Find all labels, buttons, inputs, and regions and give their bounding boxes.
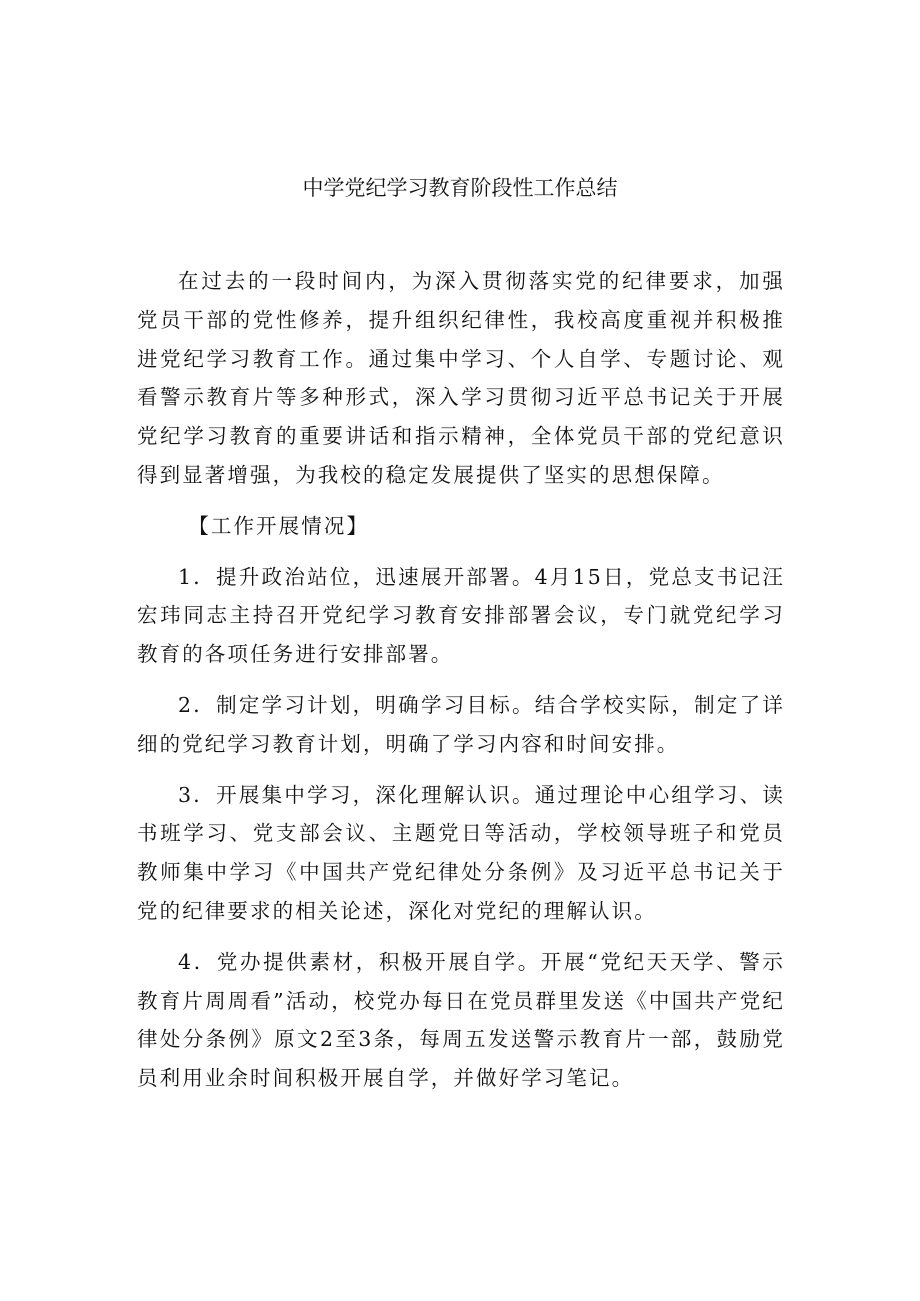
list-item-1: 1．提升政治站位，迅速展开部署。4月15日，党总支书记汪宏玮同志主持召开党纪学习教育安排部署会议，专门就党纪学习教育的各项任务进行安排部署。 [137,564,785,667]
list-item-4: 4．党办提供素材，积极开展自学。开展“党纪天天学、警示教育片周周看”活动，校党办每日在党员群里发送《中国共产党纪律处分条例》原文2至3条，每周五发送警示教育片一部，鼓励党员利用业余时间积极开展自学，并做好学习笔记。 [137,949,785,1091]
document-title: 中学党纪学习教育阶段性工作总结 [302,176,618,200]
list-item-3: 3．开展集中学习，深化理解认识。通过理论中心组学习、读书班学习、党支部会议、主题党日等活动，学校领导班子和党员教师集中学习《中国共产党纪律处分条例》及习近平总书记关于党的纪律要求的相关论述，深化对党纪的理解认识。 [137,782,785,923]
document-body [137,262,785,1110]
section-heading: 【工作开展情况】 [188,513,370,538]
list-item-2: 2．制定学习计划，明确学习目标。结合学校实际，制定了详细的党纪学习教育计划，明确了学习内容和时间安排。 [137,692,785,756]
intro-paragraph: 在过去的一段时间内，为深入贯彻落实党的纪律要求，加强党员干部的党性修养，提升组织纪律性，我校高度重视并积极推进党纪学习教育工作。通过集中学习、个人自学、专题讨论、观看警示教育片等多种形式，深入学习贯彻习近平总书记关于开展党纪学习教育的重要讲话和指示精神，全体党员干部的党纪意识得到显著增强，为我校的稳定发展提供了坚实的思想保障。 [137,269,785,487]
